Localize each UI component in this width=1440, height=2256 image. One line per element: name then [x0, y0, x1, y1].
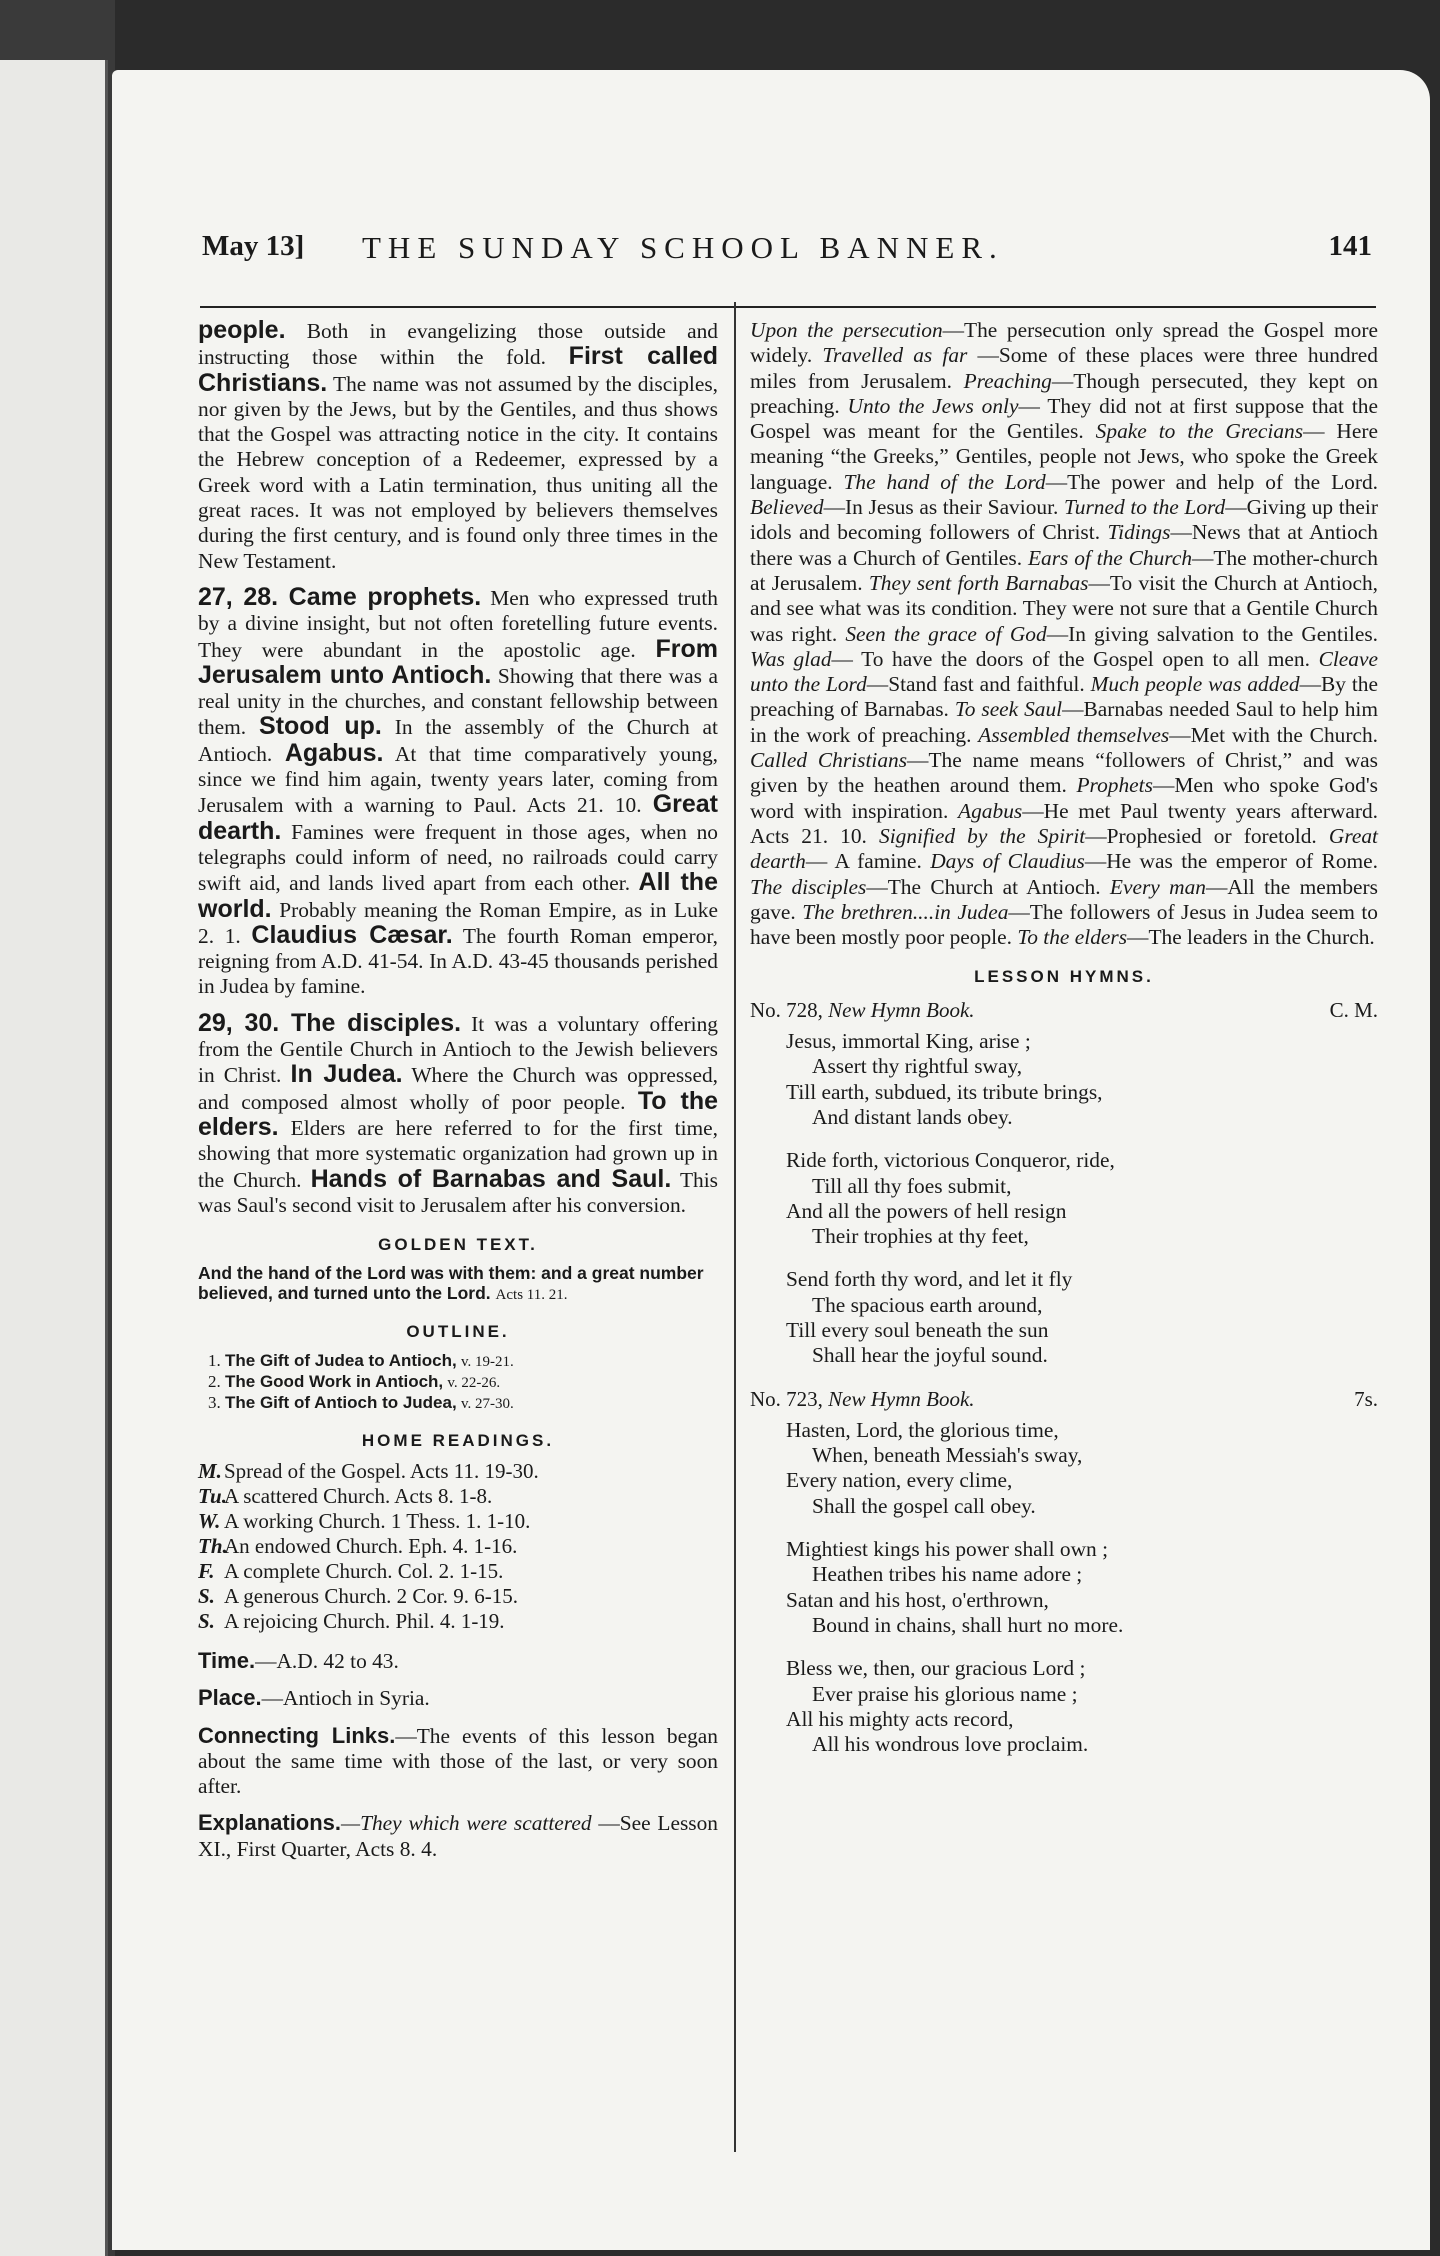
explanation-text: —He met Paul twenty years afterward. Acts 21. 10. — [750, 798, 1378, 848]
connecting-links — [198, 1723, 718, 1800]
hymn-line: Bound in chains, shall hurt no more. — [812, 1612, 1124, 1637]
reading-text: An endowed Church. Eph. 4. 1-16. — [224, 1533, 518, 1558]
place-line — [198, 1685, 718, 1711]
hymn-line: And all the powers of hell resign — [786, 1198, 1067, 1223]
hymn-line: Shall the gospel call obey. — [812, 1493, 1036, 1518]
hymn-line: All his mighty acts record, — [786, 1706, 1014, 1731]
explanation-phrase: Travelled as far — [822, 343, 968, 368]
explanation-text: —News that at Antioch there was a Church of Gentiles. — [750, 520, 1378, 570]
hymn-book: New Hymn Book. — [828, 997, 975, 1022]
keyword: Hands of Barnabas and Saul. — [310, 1164, 672, 1193]
explanation-text: —The name means “followers of Christ,” and was given by the heathen around them. — [750, 748, 1378, 798]
explanation-text: — To have the doors of the Gospel open to all men. — [831, 646, 1319, 671]
time-text: —A.D. 42 to 43. — [255, 1648, 399, 1673]
place-label: Place. — [198, 1685, 262, 1711]
hymn-line: Send forth thy word, and let it fly — [786, 1267, 1073, 1292]
explanation-phrase: Much people was added — [1090, 672, 1300, 697]
explanation-text: —The Church at Antioch. — [866, 874, 1110, 899]
outline-verses: v. 27-30. — [460, 1395, 514, 1412]
reading-day: M. — [198, 1458, 222, 1483]
hymn-line: Mightiest kings his power shall own ; — [786, 1537, 1109, 1562]
reading-day: Tu. — [198, 1483, 227, 1508]
hymn-heading — [750, 998, 1378, 1023]
explanation-phrase: The hand of the Lord — [843, 469, 1046, 494]
reading-item — [198, 1584, 718, 1609]
explanation-text: —To visit the Church at Antioch, and see what was its condition. They were not sure that a Gentile Church was right. — [750, 570, 1378, 646]
text: Probably meaning the Roman Empire, as in Luke 2. 1. — [198, 897, 718, 948]
reading-day: F. — [198, 1558, 215, 1583]
hymn-line: And distant lands obey. — [812, 1104, 1013, 1129]
outline-heading: OUTLINE. — [406, 1322, 510, 1342]
reading-text: A complete Church. Col. 2. 1-15. — [224, 1558, 504, 1583]
explanation-phrase: Tidings — [1107, 520, 1171, 545]
outline-number: 3. — [208, 1392, 221, 1412]
running-header — [202, 230, 1372, 280]
hymn-number — [750, 1387, 975, 1412]
explanation-text: —The leaders in the Church. — [1127, 925, 1375, 950]
golden-text — [198, 1263, 718, 1305]
header-date: May 13] — [202, 230, 305, 262]
golden-text-body: And the hand of the Lord was with them: and a great number believed, and turned unto the Lord. — [198, 1263, 704, 1304]
explanation-text: —Men who spoke God's word with inspiration. — [750, 773, 1378, 823]
left-column — [198, 318, 718, 1873]
outline-item — [208, 1393, 718, 1414]
hymn-line: Ride forth, victorious Conqueror, ride, — [786, 1148, 1115, 1173]
hymn-line: Satan and his host, o'erthrown, — [786, 1587, 1049, 1612]
explanation-phrase: Believed — [750, 495, 824, 520]
reading-text: Spread of the Gospel. Acts 11. 19-30. — [224, 1458, 539, 1483]
reading-item — [198, 1484, 718, 1509]
explanation-phrase: Assembled themselves — [978, 722, 1170, 747]
hymn-line: The spacious earth around, — [812, 1292, 1043, 1317]
hymn-line: Assert thy rightful sway, — [812, 1054, 1023, 1079]
explanation-text: —The power and help of the Lord. — [1045, 469, 1379, 494]
connecting-links-text: —The events of this lesson began about the same time with those of the last, or very soon after. — [198, 1723, 718, 1799]
reading-item — [198, 1534, 718, 1559]
explanation-text: —In Jesus as their Saviour. — [823, 495, 1065, 520]
explanation-phrase: To the elders — [1017, 925, 1128, 950]
hymn-line: Hasten, Lord, the glorious time, — [786, 1417, 1059, 1442]
stanza — [750, 1418, 1378, 1519]
explanation-phrase: Spake to the Grecians — [1095, 419, 1304, 444]
hymn-no: No. 723, — [750, 1386, 829, 1411]
outline-item — [208, 1351, 718, 1372]
explanations-text: —See Lesson XI., First Quarter, Acts 8. 4. — [198, 1811, 718, 1861]
explanation-phrase: The brethren....in Judea — [802, 899, 1009, 924]
hymn-line: When, beneath Messiah's sway, — [812, 1443, 1083, 1468]
hymn-1 — [750, 1029, 1378, 1369]
keyword: Great dearth. — [198, 790, 718, 845]
golden-text-heading: GOLDEN TEXT. — [378, 1235, 538, 1255]
stanza — [750, 1537, 1378, 1638]
explanations-continued — [750, 318, 1378, 950]
keyword: 27, 28. Came prophets. — [198, 582, 482, 611]
explanation-phrase: They sent forth Barnabas — [868, 570, 1089, 595]
explanation-phrase: Great dearth — [750, 823, 1378, 874]
text: Showing that there was a real unity in the churches, and constant fellowship between them. — [198, 663, 718, 740]
column-divider — [734, 302, 736, 2152]
explanation-text: —In giving salvation to the Gentiles. — [1046, 621, 1378, 646]
explanation-text: —Prophesied or foretold. — [1085, 823, 1329, 848]
page — [112, 70, 1430, 2250]
reading-item — [198, 1609, 718, 1634]
explanation-phrase: Was glad — [750, 646, 832, 671]
text: Famines were frequent in those ages, when no telegraphs could inform of need, no railroads could carry swift aid, and lands lived apart from each other. — [198, 819, 718, 896]
text: Where the Church was oppressed, and composed almost wholly of poor people. — [198, 1063, 719, 1114]
explanations-phrase: —They which were scattered — [341, 1811, 592, 1836]
reading-text: A working Church. 1 Thess. 1. 1-10. — [224, 1508, 531, 1533]
text: In the assembly of the Church at Antioch. — [198, 715, 718, 766]
keyword: 29, 30. The disciples. — [198, 1008, 462, 1037]
explanation-text: —The mother-church at Jerusalem. — [750, 545, 1378, 595]
previous-page-edge — [0, 60, 108, 2256]
explanation-text: —Stand fast and faithful. — [866, 672, 1091, 697]
explanation-text: —Met with the Church. — [1169, 722, 1378, 747]
explanation-text: — Here meaning “the Greeks,” Gentiles, people not Jews, who spoke the Greek language. — [750, 419, 1378, 494]
explanation-text: —By the preaching of Barnabas. — [750, 672, 1378, 722]
text: Elders are here referred to for the first time, showing that more systematic organization had grown up in the Church. — [198, 1115, 718, 1192]
explanation-text: —Some of these places were three hundred miles from Jerusalem. — [750, 343, 1378, 393]
reading-text: A scattered Church. Acts 8. 1-8. — [224, 1483, 493, 1508]
hymn-line: Shall hear the joyful sound. — [812, 1343, 1048, 1368]
hymn-line: Their trophies at thy feet, — [812, 1224, 1029, 1249]
reading-day: Th. — [198, 1533, 228, 1558]
reading-day: S. — [198, 1608, 215, 1633]
explanations — [198, 1810, 718, 1862]
keyword: First called Christians. — [198, 342, 718, 397]
book-edge — [0, 0, 115, 2256]
keyword: Agabus. — [284, 738, 384, 767]
text: Men who expressed truth by a divine insight, but not often foretelling future events. They were abundant in the apostolic age. — [198, 585, 718, 662]
reading-day: W. — [198, 1508, 221, 1533]
explanation-phrase: Days of Claudius — [930, 849, 1085, 874]
reading-item — [198, 1509, 718, 1534]
explanation-phrase: Ears of the Church — [1027, 545, 1193, 570]
explanation-phrase: Called Christians — [750, 748, 908, 773]
stanza — [750, 1267, 1378, 1368]
outline-verses: v. 19-21. — [460, 1353, 514, 1370]
reading-item — [198, 1559, 718, 1584]
stanza — [750, 1148, 1378, 1249]
home-readings-heading: HOME READINGS. — [361, 1430, 555, 1450]
hymn-line: Ever praise his glorious name ; — [812, 1681, 1078, 1706]
reading-text: A rejoicing Church. Phil. 4. 1-19. — [224, 1608, 505, 1633]
explanation-text: — They did not at first suppose that the Gospel was meant for the Gentiles. — [750, 393, 1378, 444]
explanation-phrase: Every man — [1109, 874, 1206, 899]
outline-number: 2. — [208, 1371, 221, 1391]
text: The name was not assumed by the disciples, nor given by the Jews, but by the Gentiles, and thus shows that the Gospel was attracting notice in the city. It contains the Hebrew conception of a Redeemer, expressed by a Greek word with a Latin termination, thus uniting all the great races. It was not employed by believers themselves during the first century, and is found only three times in the New Testament. — [198, 371, 718, 573]
header-title: THE SUNDAY SCHOOL BANNER. — [362, 230, 1004, 265]
paragraph-prophets — [198, 582, 719, 1000]
hymn-number — [750, 998, 975, 1023]
explanation-phrase: Preaching — [963, 368, 1052, 393]
hymn-line: Heathen tribes his name adore ; — [812, 1562, 1083, 1587]
hymn-line: Till earth, subdued, its tribute brings, — [786, 1079, 1103, 1104]
text: This was Saul's second visit to Jerusalem after his conversion. — [198, 1167, 718, 1217]
keyword: Claudius Cæsar. — [251, 920, 453, 949]
time-label: Time. — [198, 1647, 256, 1673]
keyword: From Jerusalem unto Antioch. — [198, 634, 718, 689]
explanation-phrase: Agabus — [958, 798, 1023, 823]
hymn-meter: C. M. — [1329, 997, 1378, 1022]
stanza — [750, 1656, 1378, 1757]
outline-verses: v. 22-26. — [447, 1374, 501, 1391]
explanation-text: —The followers of Jesus in Judea seem to have been mostly poor people. — [750, 899, 1378, 950]
explanation-phrase: Unto the Jews only — [847, 393, 1019, 418]
explanation-text: — A famine. — [805, 849, 931, 874]
hymn-2 — [750, 1418, 1378, 1758]
hymn-line: Jesus, immortal King, arise ; — [786, 1029, 1031, 1054]
hymn-book: New Hymn Book. — [828, 1386, 975, 1411]
time-line — [198, 1648, 718, 1674]
explanation-text: —He was the emperor of Rome. — [1084, 849, 1378, 874]
paragraph-christians — [198, 318, 718, 574]
keyword: All the world. — [198, 868, 718, 923]
connecting-links-label: Connecting Links. — [198, 1722, 396, 1748]
explanation-text: —Barnabas needed Saul to help him in the work of preaching. — [750, 697, 1378, 747]
header-rule — [200, 306, 1376, 308]
outline-title: The Gift of Antioch to Judea, — [225, 1392, 457, 1412]
explanation-phrase: Upon the persecution — [750, 318, 943, 342]
text: The fourth Roman emperor, reigning from A.D. 41-54. In A.D. 43-45 thousands perished in Judea by famine. — [198, 923, 718, 999]
explanation-text: —All the members gave. — [750, 874, 1378, 924]
hymn-line: Till all thy foes submit, — [812, 1173, 1012, 1198]
outline-title: The Good Work in Antioch, — [225, 1371, 444, 1391]
place-text: —Antioch in Syria. — [261, 1686, 430, 1711]
outline-list — [198, 1351, 718, 1414]
text: It was a voluntary offering from the Gentile Church in Antioch to the Jewish believers in Christ. — [198, 1011, 718, 1088]
explanation-phrase: To seek Saul — [954, 697, 1063, 722]
text: At that time comparatively young, since we find him again, twenty years later, coming from Jerusalem with a warning to Paul. Acts 21. 10. — [198, 741, 719, 818]
hymn-no: No. 728, — [750, 997, 829, 1022]
explanation-phrase: Seen the grace of God — [845, 621, 1047, 646]
reading-text: A generous Church. 2 Cor. 9. 6-15. — [224, 1583, 518, 1608]
hymn-line: Bless we, then, our gracious Lord ; — [786, 1656, 1086, 1681]
lesson-hymns-heading: LESSON HYMNS. — [974, 967, 1154, 987]
outline-title: The Gift of Judea to Antioch, — [225, 1350, 457, 1370]
right-column — [750, 318, 1378, 1775]
reading-day: S. — [198, 1583, 215, 1608]
explanation-phrase: Turned to the Lord — [1064, 495, 1226, 520]
keyword: people. — [198, 316, 286, 344]
stanza — [750, 1029, 1378, 1130]
page-number: 141 — [1328, 230, 1372, 262]
explanations-label: Explanations. — [198, 1810, 342, 1836]
keyword: In Judea. — [290, 1060, 403, 1089]
home-readings-list — [198, 1459, 718, 1634]
explanation-phrase: Signified by the Spirit — [879, 823, 1086, 848]
keyword: To the elders. — [198, 1086, 719, 1141]
golden-text-reference: Acts 11. 21. — [495, 1287, 568, 1304]
hymn-line: All his wondrous love proclaim. — [812, 1732, 1089, 1757]
hymn-line: Every nation, every clime, — [786, 1468, 1013, 1493]
outline-item — [208, 1372, 718, 1393]
explanation-text: —The persecution only spread the Gospel more widely. — [750, 318, 1378, 368]
explanation-phrase: The disciples — [750, 874, 867, 899]
explanation-text: —Though persecuted, they kept on preaching. — [750, 368, 1378, 418]
explanation-phrase: Cleave unto the Lord — [750, 646, 1378, 697]
reading-item — [198, 1459, 718, 1484]
explanation-text: —Giving up their idols and becoming followers of Christ. — [750, 495, 1378, 545]
keyword: Stood up. — [259, 712, 382, 741]
explanation-phrase: Prophets — [1076, 773, 1153, 798]
hymn-heading — [750, 1387, 1378, 1412]
text: Both in evangelizing those outside and instructing those within the fold. — [198, 319, 718, 370]
paragraph-disciples — [198, 1008, 719, 1218]
hymn-meter: 7s. — [1354, 1386, 1378, 1411]
hymn-line: Till every soul beneath the sun — [786, 1317, 1049, 1342]
outline-number: 1. — [208, 1350, 221, 1370]
